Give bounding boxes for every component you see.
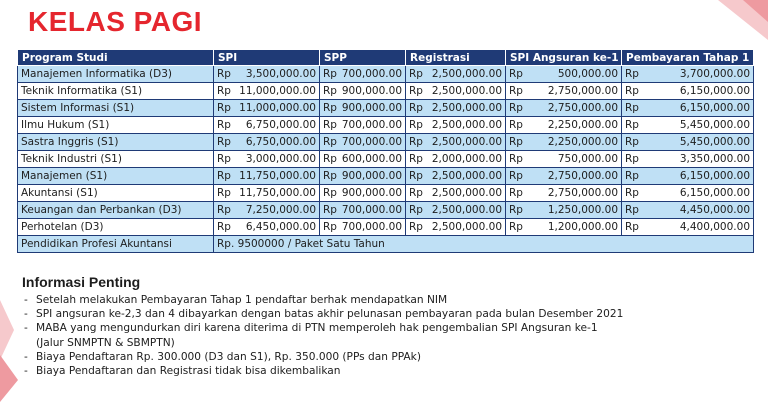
currency-label: Rp (323, 187, 337, 199)
spp-value: 700,000.00 (341, 68, 402, 80)
currency-label: Rp (217, 153, 231, 165)
info-heading: Informasi Penting (22, 274, 141, 290)
spp-cell (320, 66, 406, 83)
registrasi-cell (406, 117, 506, 134)
currency-label: Rp (409, 102, 423, 114)
currency-label: Rp (625, 153, 639, 165)
angsuran-value: 2,750,000.00 (547, 170, 618, 182)
tahap1-value: 5,450,000.00 (679, 136, 750, 148)
currency-label: Rp (509, 153, 523, 165)
tahap1-cell (622, 66, 754, 83)
table-row (18, 117, 754, 134)
currency-label: Rp (509, 204, 523, 216)
tahap1-cell (622, 117, 754, 134)
spi-cell (214, 185, 320, 202)
currency-label: Rp (323, 221, 337, 233)
info-item: - Biaya Pendaftaran dan Registrasi tidak bisa dikembalikan (22, 364, 623, 378)
angsuran-value: 2,750,000.00 (547, 102, 618, 114)
currency-label: Rp (509, 170, 523, 182)
registrasi-value: 2,500,000.00 (431, 136, 502, 148)
currency-label: Rp (323, 136, 337, 148)
currency-label: Rp (625, 221, 639, 233)
registrasi-cell (406, 83, 506, 100)
registrasi-cell (406, 66, 506, 83)
program-cell: Manajemen (S1) (18, 168, 214, 185)
currency-label: Rp (409, 136, 423, 148)
currency-label: Rp (625, 119, 639, 131)
tahap1-value: 3,350,000.00 (679, 153, 750, 165)
tahap1-value: 4,450,000.00 (679, 204, 750, 216)
spi-cell (214, 134, 320, 151)
header-registrasi: Registrasi (406, 50, 506, 66)
info-item: - SPI angsuran ke-2,3 dan 4 dibayarkan dengan batas akhir pelunasan pembayaran pada bulan Desember 2021 (22, 307, 623, 321)
angsuran-cell (506, 151, 622, 168)
spi-cell (214, 168, 320, 185)
spi-cell (214, 100, 320, 117)
header-program-studi: Program Studi (18, 50, 214, 66)
currency-label: Rp (217, 136, 231, 148)
spi-cell (214, 66, 320, 83)
angsuran-cell (506, 83, 622, 100)
registrasi-value: 2,500,000.00 (431, 187, 502, 199)
currency-label: Rp (217, 102, 231, 114)
currency-label: Rp (625, 170, 639, 182)
angsuran-value: 1,250,000.00 (547, 204, 618, 216)
tahap1-value: 3,700,000.00 (679, 68, 750, 80)
spi-value: 3,500,000.00 (245, 68, 316, 80)
program-cell: Manajemen Informatika (D3) (18, 66, 214, 83)
currency-label: Rp (323, 85, 337, 97)
important-info (22, 274, 623, 378)
spp-cell (320, 83, 406, 100)
currency-label: Rp (509, 221, 523, 233)
currency-label: Rp (509, 136, 523, 148)
table-row (18, 168, 754, 185)
spi-cell (214, 151, 320, 168)
currency-label: Rp (409, 170, 423, 182)
spp-cell (320, 134, 406, 151)
angsuran-cell (506, 202, 622, 219)
currency-label: Rp (323, 153, 337, 165)
spp-value: 600,000.00 (341, 153, 402, 165)
currency-label: Rp (409, 187, 423, 199)
angsuran-value: 500,000.00 (557, 68, 618, 80)
spi-value: 6,750,000.00 (245, 119, 316, 131)
currency-label: Rp (323, 102, 337, 114)
registrasi-cell (406, 168, 506, 185)
spp-cell (320, 219, 406, 236)
spp-cell (320, 185, 406, 202)
decorative-corner-bottom-left (0, 300, 22, 402)
registrasi-value: 2,500,000.00 (431, 119, 502, 131)
currency-label: Rp (625, 102, 639, 114)
table-row (18, 219, 754, 236)
info-item-continuation: (Jalur SNMPTN & SBMPTN) (36, 336, 175, 349)
registrasi-value: 2,500,000.00 (431, 204, 502, 216)
angsuran-cell (506, 117, 622, 134)
spi-value: 7,250,000.00 (245, 204, 316, 216)
table-row (18, 202, 754, 219)
registrasi-value: 2,000,000.00 (431, 153, 502, 165)
program-cell: Teknik Industri (S1) (18, 151, 214, 168)
registrasi-value: 2,500,000.00 (431, 102, 502, 114)
table-row (18, 185, 754, 202)
tahap1-cell (622, 100, 754, 117)
spp-cell (320, 100, 406, 117)
currency-label: Rp (409, 221, 423, 233)
currency-label: Rp (509, 85, 523, 97)
program-cell: Teknik Informatika (S1) (18, 83, 214, 100)
info-item: - MABA yang mengundurkan diri karena diterima di PTN memperoleh hak pengembalian SPI Angsuran ke-1 (22, 321, 623, 335)
spp-value: 900,000.00 (341, 170, 402, 182)
program-cell: Sistem Informasi (S1) (18, 100, 214, 117)
spi-value: 11,000,000.00 (239, 85, 316, 97)
registrasi-cell (406, 185, 506, 202)
spp-value: 900,000.00 (341, 187, 402, 199)
program-cell: Ilmu Hukum (S1) (18, 117, 214, 134)
info-item: - Setelah melakukan Pembayaran Tahap 1 pendaftar berhak mendapatkan NIM (22, 293, 623, 307)
currency-label: Rp (323, 119, 337, 131)
tahap1-cell (622, 151, 754, 168)
currency-label: Rp (217, 204, 231, 216)
program-cell: Perhotelan (D3) (18, 219, 214, 236)
info-list (22, 293, 623, 378)
registrasi-cell (406, 100, 506, 117)
tahap1-cell (622, 202, 754, 219)
spp-cell (320, 151, 406, 168)
table-row (18, 134, 754, 151)
currency-label: Rp (409, 68, 423, 80)
table-row (18, 83, 754, 100)
angsuran-cell (506, 66, 622, 83)
decorative-corner-top-right (618, 0, 768, 40)
currency-label: Rp (409, 153, 423, 165)
angsuran-value: 2,250,000.00 (547, 136, 618, 148)
fee-table (17, 49, 754, 253)
registrasi-value: 2,500,000.00 (431, 68, 502, 80)
table-row (18, 151, 754, 168)
registrasi-value: 2,500,000.00 (431, 85, 502, 97)
currency-label: Rp (509, 102, 523, 114)
currency-label: Rp (625, 204, 639, 216)
registrasi-value: 2,500,000.00 (431, 170, 502, 182)
tahap1-cell (622, 219, 754, 236)
spi-value: 3,000,000.00 (245, 153, 316, 165)
table-row (18, 66, 754, 83)
angsuran-cell (506, 168, 622, 185)
spi-cell (214, 117, 320, 134)
currency-label: Rp (409, 85, 423, 97)
spp-value: 900,000.00 (341, 85, 402, 97)
currency-label: Rp (509, 119, 523, 131)
currency-label: Rp (217, 187, 231, 199)
tahap1-value: 6,150,000.00 (679, 102, 750, 114)
page-title: KELAS PAGI (28, 6, 203, 37)
spp-cell (320, 117, 406, 134)
spi-cell (214, 202, 320, 219)
spp-value: 700,000.00 (341, 119, 402, 131)
angsuran-value: 1,200,000.00 (547, 221, 618, 233)
angsuran-value: 750,000.00 (557, 153, 618, 165)
registrasi-value: 2,500,000.00 (431, 221, 502, 233)
header-spi: SPI (214, 50, 320, 66)
currency-label: Rp (625, 187, 639, 199)
spi-cell (214, 83, 320, 100)
spi-value: 11,000,000.00 (239, 102, 316, 114)
currency-label: Rp (409, 204, 423, 216)
tahap1-value: 4,400,000.00 (679, 221, 750, 233)
angsuran-cell (506, 185, 622, 202)
table-row-last (18, 236, 754, 253)
currency-label: Rp (509, 187, 523, 199)
spi-value: 6,450,000.00 (245, 221, 316, 233)
header-pembayaran-tahap1: Pembayaran Tahap 1 (622, 50, 754, 66)
spp-cell (320, 202, 406, 219)
currency-label: Rp (217, 119, 231, 131)
program-cell: Akuntansi (S1) (18, 185, 214, 202)
program-cell: Sastra Inggris (S1) (18, 134, 214, 151)
spp-value: 900,000.00 (341, 102, 402, 114)
registrasi-cell (406, 134, 506, 151)
currency-label: Rp (217, 170, 231, 182)
currency-label: Rp (217, 221, 231, 233)
tahap1-cell (622, 168, 754, 185)
tahap1-cell (622, 83, 754, 100)
info-item: - Biaya Pendaftaran Rp. 300.000 (D3 dan S1), Rp. 350.000 (PPs dan PPAk) (22, 350, 623, 364)
angsuran-cell (506, 100, 622, 117)
currency-label: Rp (625, 136, 639, 148)
angsuran-cell (506, 219, 622, 236)
registrasi-cell (406, 219, 506, 236)
angsuran-value: 2,750,000.00 (547, 187, 618, 199)
currency-label: Rp (509, 68, 523, 80)
spi-value: 11,750,000.00 (239, 187, 316, 199)
currency-label: Rp (323, 170, 337, 182)
currency-label: Rp (409, 119, 423, 131)
tahap1-value: 6,150,000.00 (679, 170, 750, 182)
spp-cell (320, 168, 406, 185)
currency-label: Rp (625, 85, 639, 97)
angsuran-value: 2,750,000.00 (547, 85, 618, 97)
spp-value: 700,000.00 (341, 204, 402, 216)
spi-cell (214, 219, 320, 236)
header-spi-angsuran: SPI Angsuran ke-1 (506, 50, 622, 66)
spi-value: 6,750,000.00 (245, 136, 316, 148)
tahap1-value: 5,450,000.00 (679, 119, 750, 131)
angsuran-cell (506, 134, 622, 151)
spp-value: 700,000.00 (341, 221, 402, 233)
currency-label: Rp (323, 204, 337, 216)
tahap1-value: 6,150,000.00 (679, 187, 750, 199)
program-cell: Pendidikan Profesi Akuntansi (18, 236, 214, 253)
program-cell: Keuangan dan Perbankan (D3) (18, 202, 214, 219)
tahap1-cell (622, 185, 754, 202)
currency-label: Rp (217, 68, 231, 80)
spi-value: 11,750,000.00 (239, 170, 316, 182)
angsuran-value: 2,250,000.00 (547, 119, 618, 131)
registrasi-cell (406, 151, 506, 168)
currency-label: Rp (323, 68, 337, 80)
currency-label: Rp (217, 85, 231, 97)
table-header-row (18, 50, 754, 66)
spp-value: 700,000.00 (341, 136, 402, 148)
currency-label: Rp (625, 68, 639, 80)
registrasi-cell (406, 202, 506, 219)
tahap1-cell (622, 134, 754, 151)
header-spp: SPP (320, 50, 406, 66)
tahap1-value: 6,150,000.00 (679, 85, 750, 97)
package-price-cell: Rp. 9500000 / Paket Satu Tahun (214, 236, 754, 253)
table-row (18, 100, 754, 117)
